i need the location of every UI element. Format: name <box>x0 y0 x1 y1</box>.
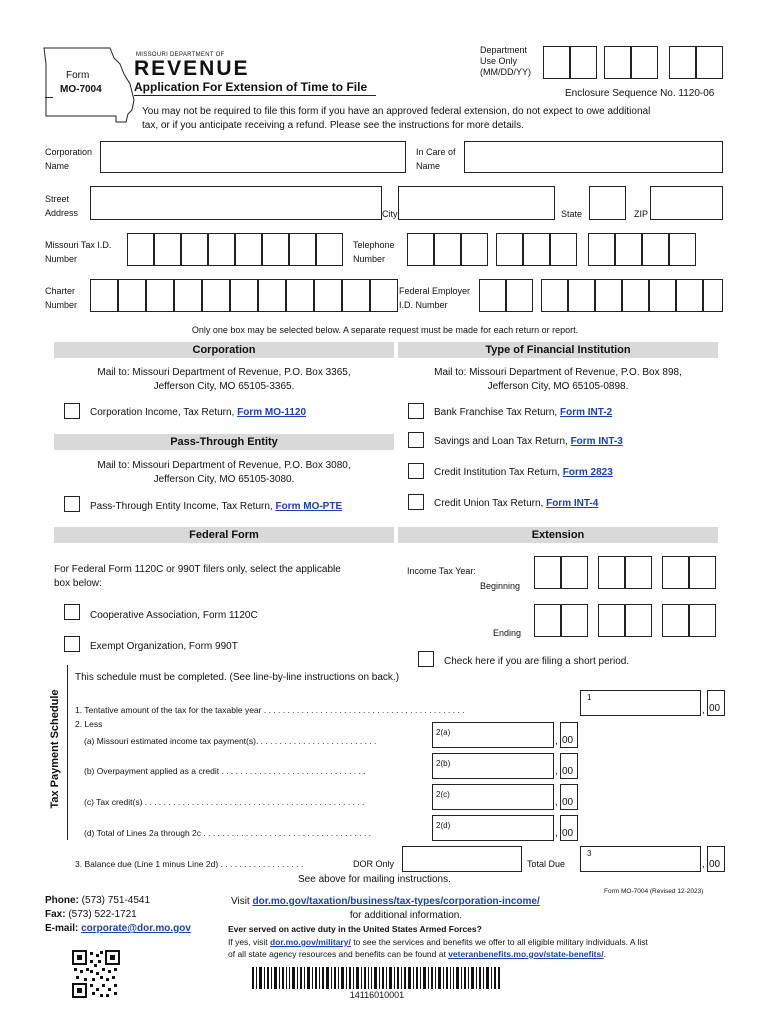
line-2d-cents[interactable]: 00 <box>560 815 578 841</box>
agency-small: MISSOURI DEPARTMENT OF <box>136 52 225 58</box>
bank-franchise-option: Bank Franchise Tax Return, Form INT-2 <box>434 407 613 418</box>
line-2c-cents[interactable]: 00 <box>560 784 578 810</box>
savings-loan-option: Savings and Loan Tax Return, Form INT-3 <box>434 436 623 447</box>
form-title: Application For Extension of Time to File <box>134 80 368 94</box>
corporation-income-option: Corporation Income, Tax Return, Form MO-1120 <box>90 407 307 418</box>
barcode-icon <box>252 967 502 989</box>
form-int-3-link[interactable]: Form INT-3 <box>570 436 623 447</box>
street-address-field[interactable] <box>90 186 382 220</box>
form-2823-link[interactable]: Form 2823 <box>562 467 613 478</box>
pass-through-header: Pass-Through Entity <box>54 434 394 450</box>
form-int-4-link[interactable]: Form INT-4 <box>546 498 599 509</box>
line-2a-amount[interactable]: 2(a) <box>432 722 554 748</box>
line-2d-label: (d) Total of Lines 2a through 2c . . . . . . . . . . . . . . . . . . . . . . . . . . . . . . . . . . . . <box>84 828 372 838</box>
cooperative-association-label: Cooperative Association, Form 1120C <box>90 610 258 621</box>
bank-franchise-checkbox[interactable] <box>408 403 424 419</box>
telephone-label: Telephone Number <box>353 240 395 264</box>
line-1-label: 1. Tentative amount of the tax for the taxable year . . . . . . . . . . . . . . . . . . . . . . . . . . . . . . . . . . . . . . . . . . . <box>75 705 465 715</box>
fold-mark <box>45 97 53 98</box>
corporation-mail-to: Mail to: Missouri Department of Revenue, P.O. Box 3365, Jefferson City, MO 65105-3365. <box>97 367 351 392</box>
line-1-cents[interactable]: 00 <box>707 690 725 716</box>
dor-only-label: DOR Only <box>353 859 395 869</box>
line-2b-cents[interactable]: 00 <box>560 753 578 779</box>
short-period-label: Check here if you are filing a short period. <box>444 656 630 667</box>
line-2c-label: (c) Tax credit(s) . . . . . . . . . . . . . . . . . . . . . . . . . . . . . . . . . . . . . . . . . . . . . . . <box>84 797 365 807</box>
extension-header: Extension <box>398 527 718 543</box>
intro-text: You may not be required to file this form if you have an approved federal extension, do not expect to owe additional tax, or if you anticipate receiving a refund. Please see the instructions for more details. <box>142 106 651 131</box>
line-2b-label: (b) Overpayment applied as a credit . . . . . . . . . . . . . . . . . . . . . . . . . . . . . . . <box>84 766 366 776</box>
line-3-label: 3. Balance due (Line 1 minus Line 2d) . . . . . . . . . . . . . . . . . . <box>75 859 304 869</box>
enclosure-seq: Enclosure Sequence No. 1120-06 <box>565 88 715 99</box>
charter-label: Charter Number <box>45 286 78 310</box>
corporation-name-field[interactable] <box>100 141 406 173</box>
corp-name-label: Corporation Name <box>45 147 93 171</box>
email-link[interactable]: corporate@dor.mo.gov <box>81 923 191 934</box>
ending-label: Ending <box>493 628 522 638</box>
federal-form-header: Federal Form <box>54 527 394 543</box>
corporation-income-link[interactable]: dor.mo.gov/taxation/business/tax-types/corporation-income/ <box>252 896 540 907</box>
visit-text: Visit dor.mo.gov/taxation/business/tax-types/corporation-income/ <box>231 896 540 907</box>
savings-loan-checkbox[interactable] <box>408 432 424 448</box>
schedule-side-label: Tax Payment Schedule <box>49 689 61 809</box>
income-tax-year-label: Income Tax Year: <box>407 566 476 576</box>
military-info: If yes, visit dor.mo.gov/military/ to see the services and benefits we offer to all eligible military individuals. A list of all state agency resources and benefits can be found at veteranbenefits.mo.gov/state-benefits/. <box>228 937 648 959</box>
phone-number: (573) 751-4541 <box>81 895 151 906</box>
state-label: State <box>561 209 583 219</box>
agency-logo: REVENUE <box>134 57 250 80</box>
mailing-instructions: See above for mailing instructions. <box>298 874 451 885</box>
line-2d-amount[interactable]: 2(d) <box>432 815 554 841</box>
fein-label: Federal Employer I.D. Number <box>399 286 471 310</box>
federal-form-description: For Federal Form 1120C or 990T filers only, select the applicable box below: <box>54 564 341 589</box>
zip-field[interactable] <box>650 186 723 220</box>
form-revision: Form MO-7004 (Revised 12-2023) <box>604 888 704 895</box>
pass-through-option: Pass-Through Entity Income, Tax Return, Form MO-PTE <box>90 501 343 512</box>
financial-institution-header: Type of Financial Institution <box>398 342 718 358</box>
qr-code-icon <box>72 950 120 998</box>
line-2-label: 2. Less <box>75 719 103 729</box>
corporation-income-checkbox[interactable] <box>64 403 80 419</box>
form-mo-pte-link[interactable]: Form MO-PTE <box>275 501 343 512</box>
credit-union-option: Credit Union Tax Return, Form INT-4 <box>434 498 599 509</box>
barcode-number: 14116010001 <box>349 990 405 1000</box>
total-due-label: Total Due <box>527 859 566 869</box>
military-link[interactable]: dor.mo.gov/military/ <box>270 937 351 947</box>
form-number: MO-7004 <box>60 84 102 95</box>
mo-tax-id-label: Missouri Tax I.D. Number <box>45 240 112 264</box>
fax-number: (573) 522-1721 <box>68 909 137 920</box>
line-2a-label: (a) Missouri estimated income tax payment(s). . . . . . . . . . . . . . . . . . . . . . . . . . <box>84 736 377 746</box>
credit-institution-option: Credit Institution Tax Return, Form 2823 <box>434 467 613 478</box>
short-period-checkbox[interactable] <box>418 651 434 667</box>
street-label: Street Address <box>45 194 79 218</box>
line-1-amount[interactable]: 1 <box>580 690 701 716</box>
form-label: Form <box>66 70 90 81</box>
corporation-header: Corporation <box>54 342 394 358</box>
exempt-organization-label: Exempt Organization, Form 990T <box>90 641 238 652</box>
zip-label: ZIP <box>634 209 649 219</box>
military-question: Ever served on active duty in the United States Armed Forces? <box>228 924 482 934</box>
only-one-box-note: Only one box may be selected below. A separate request must be made for each return or report. <box>191 325 579 335</box>
form-mo-1120-link[interactable]: Form MO-1120 <box>237 407 307 418</box>
dor-only-field <box>402 846 522 872</box>
schedule-note: This schedule must be completed. (See line-by-line instructions on back.) <box>75 672 400 683</box>
dept-use-label: Department Use Only (MM/DD/YY) <box>480 45 531 77</box>
beginning-label: Beginning <box>480 581 521 591</box>
line-2a-cents[interactable]: 00 <box>560 722 578 748</box>
additional-info: for additional information. <box>349 910 463 921</box>
line-3-amount[interactable]: 3 <box>580 846 701 872</box>
exempt-organization-checkbox[interactable] <box>64 636 80 652</box>
credit-institution-checkbox[interactable] <box>408 463 424 479</box>
city-field[interactable] <box>398 186 555 220</box>
line-2b-amount[interactable]: 2(b) <box>432 753 554 779</box>
care-of-name-field[interactable] <box>464 141 723 173</box>
veteran-benefits-link[interactable]: veteranbenefits.mo.gov/state-benefits/ <box>448 949 604 959</box>
care-of-label: In Care of Name <box>416 147 456 171</box>
credit-union-checkbox[interactable] <box>408 494 424 510</box>
line-2c-amount[interactable]: 2(c) <box>432 784 554 810</box>
financial-mail-to: Mail to: Missouri Department of Revenue, P.O. Box 898, Jefferson City, MO 65105-0898. <box>434 367 682 392</box>
schedule-side-panel <box>45 665 68 840</box>
state-field[interactable] <box>589 186 626 220</box>
pass-through-checkbox[interactable] <box>64 496 80 512</box>
form-int-2-link[interactable]: Form INT-2 <box>560 407 613 418</box>
line-3-cents[interactable]: 00 <box>707 846 725 872</box>
contact-info: Phone: (573) 751-4541 Fax: (573) 522-1721 E-mail: corporate@dor.mo.gov <box>45 895 191 934</box>
cooperative-association-checkbox[interactable] <box>64 604 80 620</box>
pass-through-mail-to: Mail to: Missouri Department of Revenue, P.O. Box 3080, Jefferson City, MO 65105-3080. <box>97 460 351 485</box>
title-rule <box>134 95 376 96</box>
city-label: City <box>382 209 398 219</box>
